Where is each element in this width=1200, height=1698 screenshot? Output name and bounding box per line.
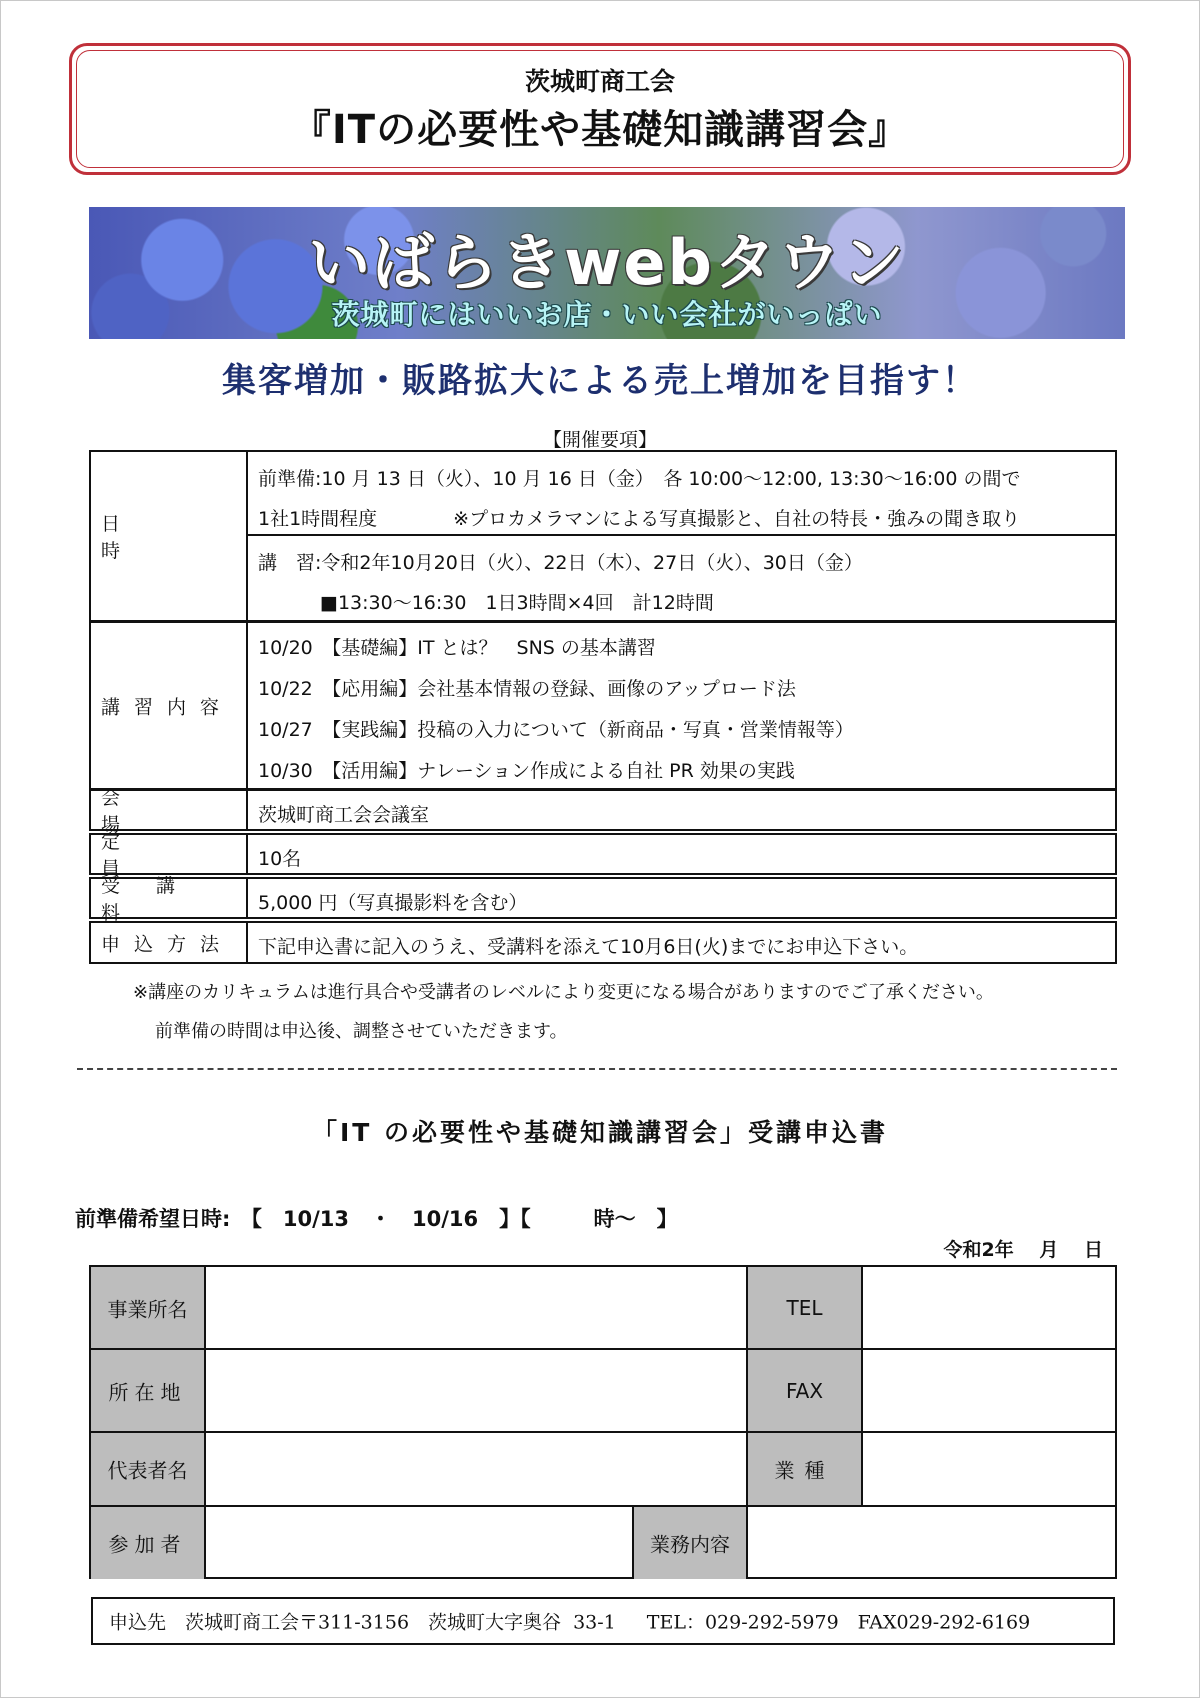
representative-label: 代表者名 (107, 1458, 188, 1483)
industry-field[interactable] (863, 1433, 1117, 1507)
info-label-venue (91, 787, 248, 836)
capacity-text: 10名 (258, 848, 302, 870)
industry-label: 業種 (774, 1458, 835, 1483)
info-label-content (91, 623, 248, 788)
representative-field[interactable] (206, 1433, 748, 1507)
hydrangea-banner-image (89, 207, 1125, 339)
participant-field[interactable] (206, 1507, 634, 1579)
prep-time-note: 前準備の時間は申込後、調整させていただきます。 (155, 1021, 568, 1042)
curriculum-note: ※講座のカリキュラムは進行具合や受講者のレベルにより変更になる場合がありますのでご了承ください。 (133, 982, 994, 1003)
title-box (69, 43, 1131, 175)
industry-label-cell (748, 1433, 863, 1507)
venue-text: 茨城町商工会会議室 (258, 804, 430, 826)
apply-text: 下記申込書に記入のうえ、受講料を添えて10月6日(火)までにお申込下さい。 (258, 936, 919, 958)
info-value-content (248, 623, 1115, 788)
info-value-datetime (248, 452, 1115, 620)
contact-info: 申込先 茨城町商工会〒311-3156 茨城町大字奥谷 33-1 TEL：029-292-5979 FAX029-292-6169 (109, 1611, 1031, 1634)
info-label-datetime (91, 452, 248, 620)
participant-label: 参加者 (108, 1532, 187, 1557)
section-label: 【開催要項】 (542, 429, 657, 451)
datetime-subdivider (246, 534, 1117, 536)
business-description-label-cell (634, 1507, 748, 1579)
application-form-title: 「IT の必要性や基礎知識講習会」受講申込書 (311, 1118, 889, 1147)
business-description-label: 業務内容 (650, 1532, 730, 1557)
participant-label-cell (91, 1507, 206, 1579)
fax-field[interactable] (863, 1350, 1117, 1433)
info-row-datetime (89, 450, 1117, 622)
info-label-capacity (91, 831, 248, 880)
info-label-text: 日時 (101, 513, 201, 562)
info-value-apply (248, 923, 1115, 962)
content-item: 10/27 【実践編】投稿の入力について（新商品・写真・営業情報等） (258, 719, 854, 741)
slogan: 集客増加・販路拡大による売上増加を目指す！ (222, 361, 978, 401)
lecture-line-2: ■13:30～16:30 1日3時間×4回 計12時間 (320, 592, 714, 614)
info-value-venue (248, 791, 1115, 829)
cut-line (77, 1068, 1117, 1070)
banner-title: いばらきwebタウン (308, 226, 906, 299)
info-label-fee (91, 875, 248, 924)
info-label-text: 受講料 (101, 875, 212, 924)
info-label-text: 定員 (101, 831, 201, 880)
info-row-apply (89, 921, 1117, 964)
info-row-fee (89, 875, 1117, 924)
info-value-capacity (248, 835, 1115, 873)
address-field[interactable] (206, 1350, 748, 1433)
prep-preferred-datetime: 前準備希望日時: 【 10/13 ・ 10/16 】【 時～ 】 (75, 1207, 678, 1231)
organizer-name: 茨城町商工会 (524, 67, 675, 96)
content-item: 10/22 【応用編】会社基本情報の登録、画像のアップロード法 (258, 678, 796, 700)
lecture-line-1: 講 習:令和2年10月20日（火）、22日（木）、27日（火）、30日（金） (258, 552, 863, 574)
address-label-cell (91, 1350, 206, 1433)
prep-line-2: 1社1時間程度 ※プロカメラマンによる写真撮影と、自社の特長・強みの聞き取り (258, 508, 1021, 530)
info-row-venue (89, 787, 1117, 836)
content-item: 10/20 【基礎編】IT とは？ SNS の基本講習 (258, 637, 656, 659)
info-row-capacity (89, 831, 1117, 880)
info-value-fee (248, 879, 1115, 917)
tel-label-cell (748, 1267, 863, 1350)
application-form (89, 1265, 1117, 1579)
representative-label-cell (91, 1433, 206, 1507)
application-date: 令和2年 月 日 (943, 1239, 1103, 1261)
fax-label: FAX (785, 1378, 824, 1403)
fee-text: 5,000 円（写真撮影料を含む） (258, 892, 528, 914)
contact-footer (91, 1597, 1115, 1645)
prep-line-1: 前準備:10 月 13 日（火）、10 月 16 日（金） 各 10:00～12:00, 13:30～16:00 の間で (258, 468, 1021, 490)
info-label-text: 講習内容 (101, 696, 234, 718)
tel-field[interactable] (863, 1267, 1117, 1350)
tel-label: TEL (786, 1295, 823, 1320)
info-label-apply (91, 923, 248, 962)
business-description-field[interactable] (748, 1507, 1117, 1579)
info-label-text: 申込方法 (101, 933, 234, 955)
info-row-content (89, 621, 1117, 790)
business-name-field[interactable] (206, 1267, 748, 1350)
business-name-label-cell (91, 1267, 206, 1350)
banner-subtitle: 茨城町にはいいお店・いい会社がいっぱい (331, 298, 883, 331)
info-label-text: 会場 (101, 787, 201, 836)
address-label: 所在地 (108, 1380, 187, 1404)
fax-label-cell (748, 1350, 863, 1433)
business-name-label: 事業所名 (107, 1297, 188, 1321)
content-item: 10/30 【活用編】ナレーション作成による自社 PR 効果の実践 (258, 760, 795, 782)
event-title: 『ITの必要性や基礎知識講習会』 (290, 107, 910, 153)
